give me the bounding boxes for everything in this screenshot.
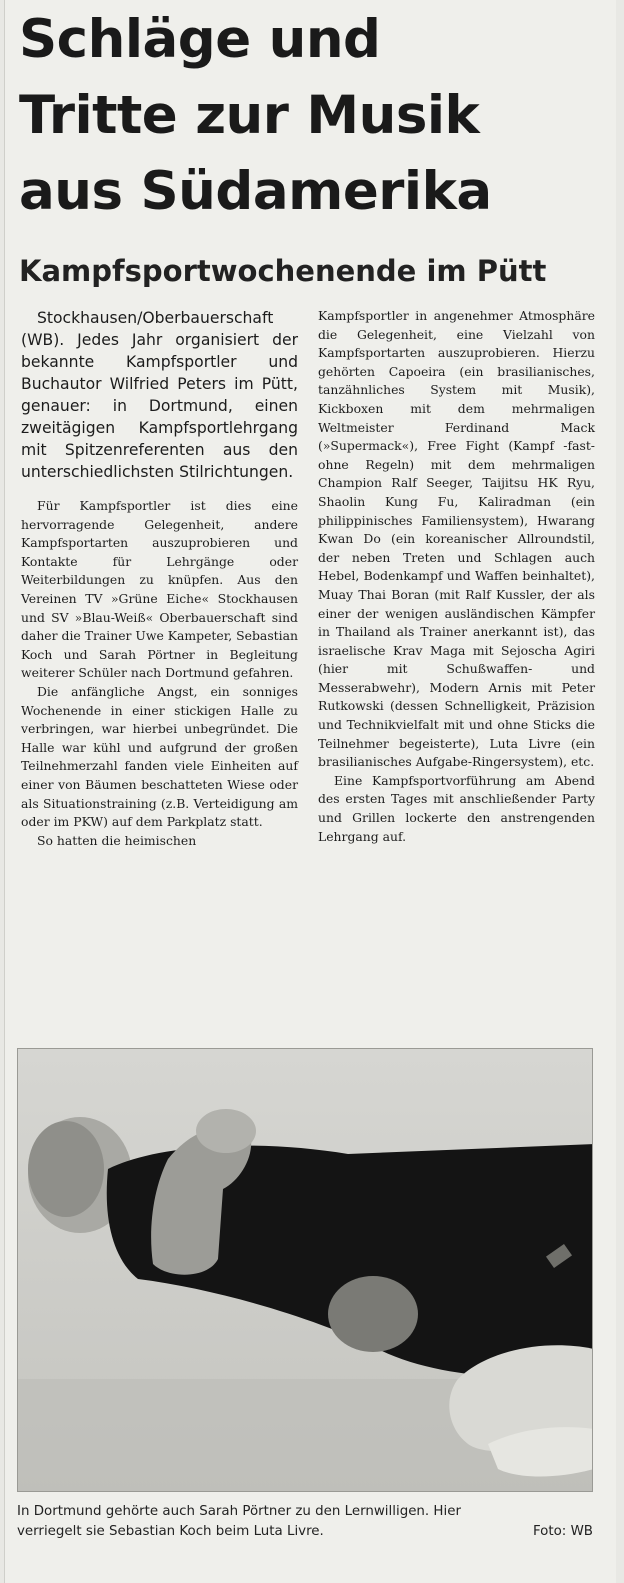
lead-paragraph: Stockhausen/Oberbauerschaft (WB). Jedes Jahr organisiert der bekannte Kampfsportler und Buchautor Wilfried Peters im Pütt, genauer: in Dortmund, einen zweitägigen Kampfsportlehrgang mit Spitzenreferenten aus den unterschiedlichsten Stilrichtungen.: [21, 309, 298, 481]
body-paragraph: Kampfsportler in angenehmer Atmosphäre die Gelegenheit, eine Vielzahl von Kampfsportarten auszuprobieren. Hierzu gehörten Capoeira (ein brasilianisches, tanzähnliches System mit Musik), Kickboxen mit dem mehrmaligen Weltmeister Ferdinand Mack (»Supermack«), Free Fight (Kampf -fast- ohne Regeln) mit dem mehrmaligen Champion Ralf Seeger, Taijitsu HK Ryu, Shaolin Kung Fu, Kaliradman (ein philippinisches Familiensystem), Hwarang Kwan Do (ein koreanischer Allroundstil, der neben Treten und Schlagen auch Hebel, Bodenkampf und Waffen beinhaltet), Muay Thai Boran (mit Ralf Kussler, der als einer der wenigen ausländischen Kämpfer in Thailand als Trainer anerkannt ist), das israelische Krav Maga mit Sejoscha Agiri (hier mit Schußwaffen- und Messerabwehr), Modern Arnis mit Peter Rutkowski (dessen Schnelligkeit, Präzision und Technikvielfalt mit und ohne Sticks die Teilnehmer begeisterte), Luta Livre (ein brasilianisches Aufgabe-Ringersystem), etc.: [318, 308, 595, 770]
body-paragraph: Die anfängliche Angst, ein sonniges Wochenende in einer stickigen Halle zu verbringen, war hierbei unbegründet. Die Halle war kühl und aufgrund der großen Teilnehmerzahl fanden viele Einheiten auf einer von Bäumen beschatteten Wiese oder als Situationstraining (z.B. Verteidigung am oder im PKW) auf dem Parkplatz statt.: [21, 683, 298, 830]
photo-illustration: [18, 1049, 593, 1492]
article-column-left: [21, 307, 298, 850]
caption-line: verriegelt sie Sebastian Koch beim Luta Livre.: [17, 1524, 324, 1539]
article-photo: [17, 1048, 593, 1492]
body-paragraph: Für Kampfsportler ist dies eine hervorragende Gelegenheit, andere Kampfsportarten auszuprobieren und Kontakte für Lehrgänge oder Weiterbildungen zu knüpfen. Aus den Vereinen TV »Grüne Eiche« Stockhausen und SV »Blau-Weiß« Oberbauerschaft sind daher die Trainer Uwe Kampeter, Sebastian Koch und Sarah Pörtner in Begleitung weiterer Schüler nach Dortmund gefahren.: [21, 498, 298, 681]
newspaper-clipping: [4, 0, 616, 1583]
headline-line: Schläge und: [19, 9, 381, 70]
headline-line: aus Südamerika: [19, 161, 492, 222]
headline-line: Tritte zur Musik: [19, 85, 480, 146]
subheadline: Kampfsportwochenende im Pütt: [19, 254, 547, 288]
article-column-right: [318, 307, 595, 846]
caption-line: In Dortmund gehörte auch Sarah Pörtner zu den Lernwilligen. Hier: [17, 1504, 461, 1519]
headline: [19, 2, 579, 230]
body-paragraph: So hatten die heimischen: [37, 832, 197, 848]
body-paragraph: Eine Kampfsportvorführung am Abend des ersten Tages mit anschließender Party und Grillen lockerte den anstrengenden Lehrgang auf.: [318, 772, 595, 844]
photo-credit: Foto: WB: [532, 1524, 593, 1539]
photo-caption: [17, 1502, 593, 1542]
